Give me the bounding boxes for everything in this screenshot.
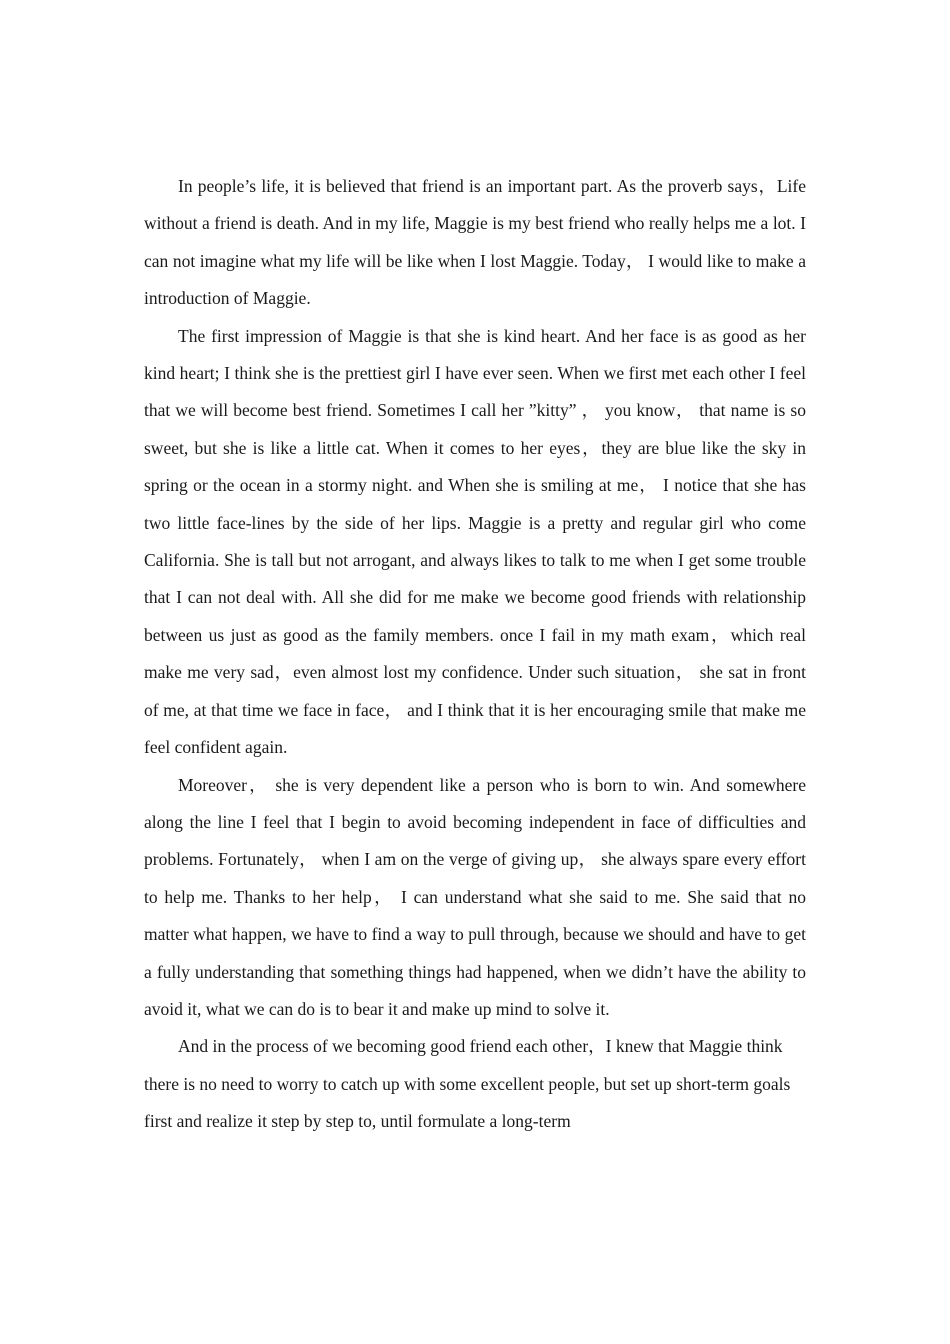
paragraph-4: And in the process of we becoming good friend each other，I knew that Maggie think there is no need to worry to catch up with some excellent people, but set up short-term goals first and realize it step by step to, until formulate a long-term [144,1036,791,1132]
essay-body [144,168,806,1141]
paragraph-2: The first impression of Maggie is that she is kind heart. And her face is as good as her kind heart; I think she is the prettiest girl I have ever seen. When we first met each other I feel that we will become best friend. Sometimes I call her ”kitty” ， you know， that name is so sweet, but she is like a little cat. When it comes to her eyes，they are blue like the sky in spring or the ocean in a stormy night. and When she is smiling at me， I notice that she has two little face-lines by the side of her lips. Maggie is a pretty and regular girl who come California. She is tall but not arrogant, and always likes to talk to me when I get some trouble that I can not deal with. All she did for me make we become good friends with relationship between us just as good as the family members. once I fail in my math exam，which real make me very sad，even almost lost my confidence. Under such situation， she sat in front of me, at that time we face in face， and I think that it is her encouraging smile that make me feel confident again. [144,325,806,758]
paragraph-1: In people’s life, it is believed that friend is an important part. As the proverb says，Life without a friend is death. And in my life, Maggie is my best friend who really helps me a lot. I can not imagine what my life will be like when I lost Maggie. Today， I would like to make a introduction of Maggie. [144,176,806,309]
paragraph-3: Moreover， she is very dependent like a person who is born to win. And somewhere along the line I feel that I begin to avoid becoming independent in face of difficulties and problems. Fortunately， when I am on the verge of giving up， she always spare every effort to help me. Thanks to her help， I can understand what she said to me. She said that no matter what happen, we have to find a way to pull through, because we should and have to get a fully understanding that something things had happened, when we didn’t have the ability to avoid it, what we can do is to bear it and make up mind to solve it. [144,774,806,1019]
